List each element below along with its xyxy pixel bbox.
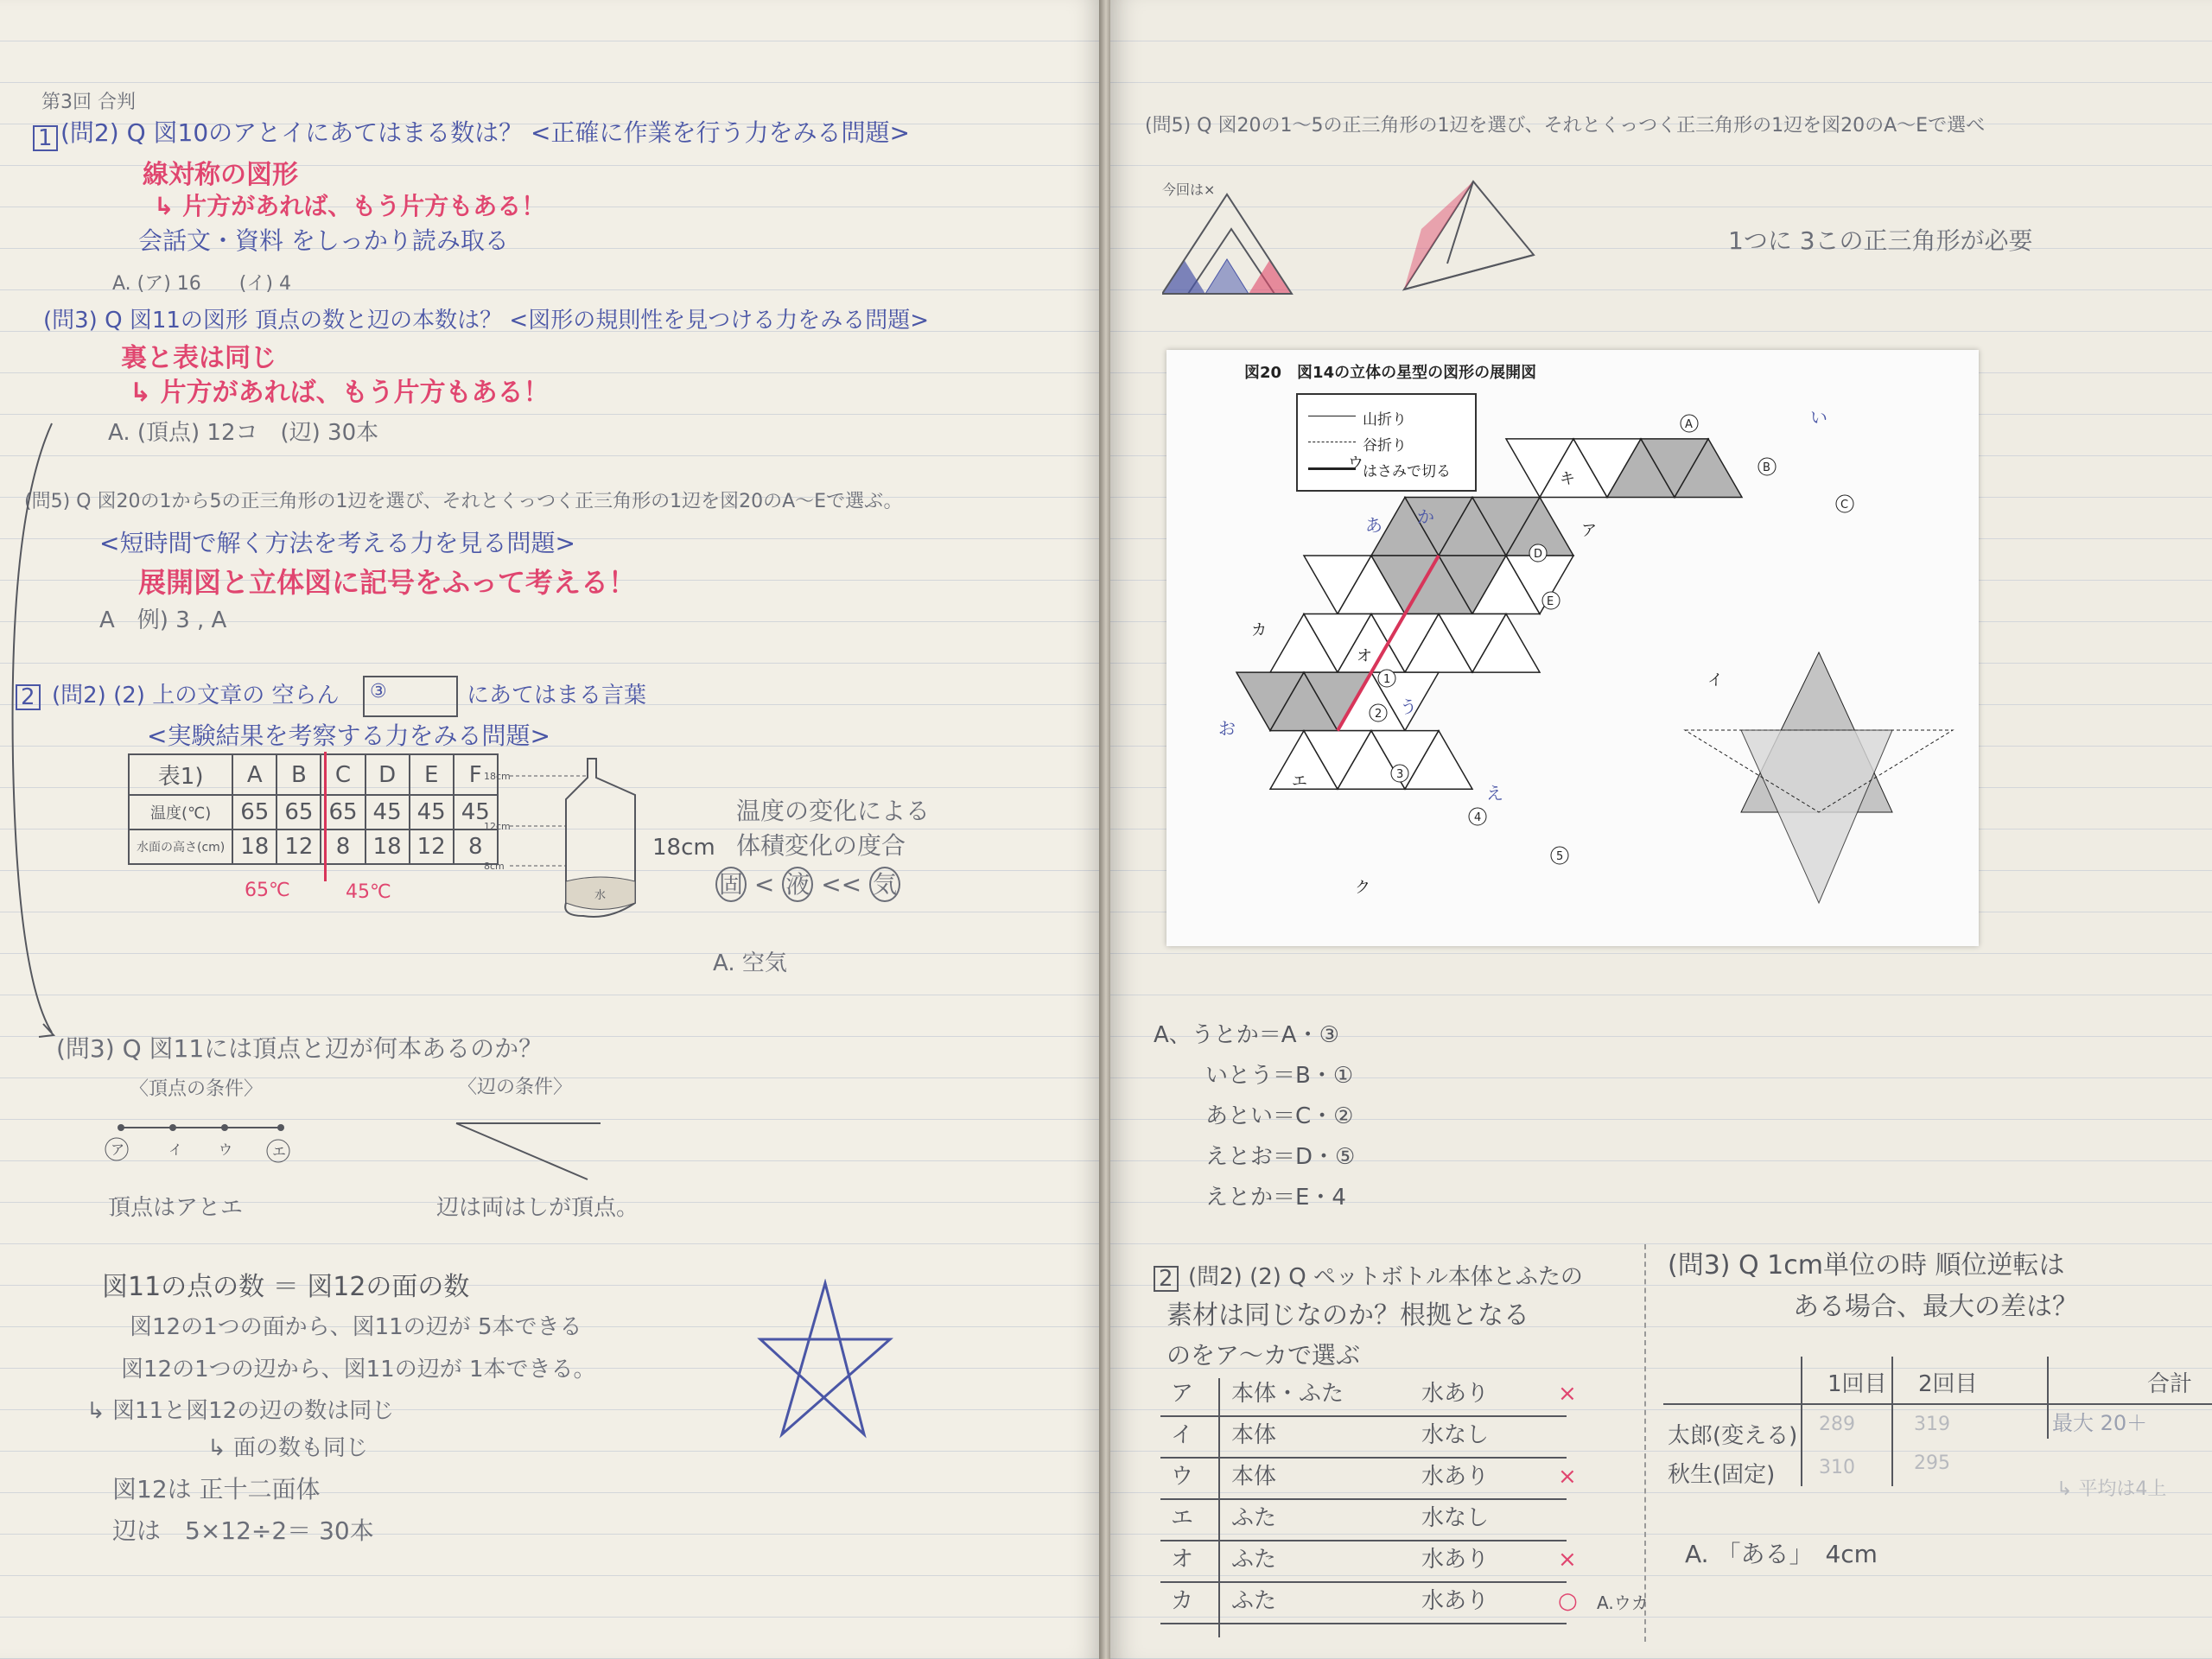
net-label-katakana: ク xyxy=(1355,879,1370,897)
row-cell: 本体 xyxy=(1231,1464,1277,1490)
row-label: カ xyxy=(1171,1588,1194,1614)
note-temperature: 温度の変化による xyxy=(736,797,931,825)
q2-line-2: にあてはまる言葉 xyxy=(467,683,647,709)
svg-text:秋生(固定): 秋生(固定) xyxy=(1668,1462,1776,1488)
net-label-hiragana: い xyxy=(1810,407,1827,428)
table-row-line xyxy=(1160,1581,1567,1583)
tip-read-data: 会話文・資料 をしっかり読み取る xyxy=(138,226,509,255)
net-label-number: 5 xyxy=(1556,850,1564,863)
svg-text:ウ: ウ xyxy=(219,1141,233,1158)
q1-problem3-answer: A. (頂点) 12コ (辺) 30本 xyxy=(108,420,379,446)
bottle-label-18: 18cm xyxy=(484,771,511,782)
water-label: 水 xyxy=(594,889,607,902)
q1-problem5-line: (問5) Q 図20の1から5の正三角形の1辺を選び、それとくっつく正三角形の1辺を図20のA〜Eで選ぶ。 xyxy=(24,491,903,512)
net-label-katakana: ウ xyxy=(1348,454,1363,473)
experiment-table: 表1) A B C D E F 温度(℃) 65 65 65 45 45 45 水面の高さ(cm) 18 12 8 18 12 8 xyxy=(128,753,499,865)
q1-problem5-answer: A 例) 3 , A xyxy=(99,607,227,633)
net-label-hiragana: あ xyxy=(1365,515,1382,536)
figure-title: 図20 図14の立体の星型の図形の展開図 xyxy=(1244,364,1537,382)
net-label-letter: C xyxy=(1840,499,1849,512)
answer-5: えとか＝E・4 xyxy=(1205,1185,1346,1211)
table-row-line xyxy=(1160,1540,1567,1541)
row-cell: 本体・ふた xyxy=(1231,1381,1344,1407)
net-diagram-printout xyxy=(1166,350,1979,946)
sketch-note: 今回は× xyxy=(1162,181,1216,198)
q2-line: (問2) (2) 上の文章の 空らん xyxy=(52,683,340,709)
net-label-number: 4 xyxy=(1474,811,1482,824)
svg-text:295: 295 xyxy=(1914,1452,1950,1474)
arrow-note: 1つに 3この正三角形が必要 xyxy=(1728,226,2033,255)
svg-text:2回目: 2回目 xyxy=(1918,1371,1978,1397)
q22-line1: (問2) (2) Q ペットボトル本体とふたの xyxy=(1188,1264,1583,1290)
table-row-line xyxy=(1160,1623,1567,1624)
star-solid xyxy=(1685,652,1953,903)
row-mark: ○ xyxy=(1558,1588,1578,1614)
row-cell: ふた xyxy=(1231,1588,1277,1614)
row-cell: 水あり xyxy=(1421,1464,1490,1490)
star-drawing xyxy=(752,1279,899,1443)
row-cell: 水あり xyxy=(1421,1381,1490,1407)
explain-2: 図12の1つの辺から、図11の辺が 1本できる。 xyxy=(121,1357,596,1382)
net-label-letter: A xyxy=(1685,418,1693,431)
net-label-hiragana: お xyxy=(1218,718,1236,739)
net-label-letter: D xyxy=(1534,548,1543,561)
svg-text:1回目: 1回目 xyxy=(1827,1371,1887,1397)
explain-5: 図12は 正十二面体 xyxy=(112,1475,321,1503)
bottle-label-8: 8cm xyxy=(484,861,505,872)
svg-text:319: 319 xyxy=(1914,1414,1950,1435)
answer-1: A、うとか＝A・③ xyxy=(1154,1022,1339,1048)
row-cell: 水あり xyxy=(1421,1547,1490,1573)
tip-one-side-2: ↳ 片方があれば、もう片方もある！ xyxy=(130,378,550,408)
svg-text:最大 20＋: 最大 20＋ xyxy=(2052,1411,2148,1435)
section-number-2: 2 xyxy=(16,684,41,710)
q22-answer: A.ウカ xyxy=(1597,1592,1649,1613)
explain-6: 辺は 5×12÷2＝ 30本 xyxy=(112,1516,374,1545)
row-mark: × xyxy=(1558,1547,1577,1573)
row-cell: 水あり xyxy=(1421,1588,1490,1614)
explain-3: ↳ 図11と図12の辺の数は同じ xyxy=(86,1398,395,1424)
answer-3: あとい＝C・② xyxy=(1205,1103,1354,1129)
tip-front-back: 裏と表は同じ xyxy=(121,343,276,373)
net-label-letter: E xyxy=(1547,595,1554,608)
height-label: 18cm xyxy=(652,835,715,861)
row-cell: 水なし xyxy=(1421,1422,1490,1448)
row-cell: ふた xyxy=(1231,1547,1277,1573)
tip-one-side: ↳ 片方があれば、もう片方もある！ xyxy=(154,192,546,220)
state-comparison: 固 < 液 << 気 xyxy=(715,873,900,897)
q22-line2: 素材は同じなのか？根拠となる xyxy=(1166,1300,1529,1331)
row-label: ア xyxy=(1171,1381,1194,1407)
section-number-2-right: 2 xyxy=(1154,1266,1179,1292)
explain-1: 図12の1つの面から、図11の辺が 5本できる xyxy=(130,1314,582,1340)
net-label-katakana: オ xyxy=(1357,647,1372,665)
answer-4: えとお＝D・⑤ xyxy=(1205,1144,1356,1170)
explain-4: ↳ 面の数も同じ xyxy=(207,1435,369,1461)
row-label: オ xyxy=(1171,1547,1194,1573)
svg-text:↳ 平均は4上: ↳ 平均は4上 xyxy=(2056,1478,2167,1500)
column-divider xyxy=(1644,1244,1646,1642)
triangle-sketches xyxy=(1162,160,1560,307)
temp-label-45: 45℃ xyxy=(346,881,391,903)
bottle-diagram xyxy=(484,752,665,925)
edge-text: 辺は両はしが頂点。 xyxy=(436,1195,639,1221)
net-label-hiragana: え xyxy=(1486,783,1503,804)
q1-problem5-sub: <短時間で解く方法を考える力を見る問題> xyxy=(99,529,575,557)
q23-line1: (問3) Q 1cm単位の時 順位逆転は xyxy=(1668,1250,2065,1281)
left-notebook-page xyxy=(0,0,1102,1659)
bottle-label-12: 12cm xyxy=(484,821,511,832)
q2-sub: <実験結果を考察する力をみる問題> xyxy=(147,721,550,750)
edge-condition: 〈辺の条件〉 xyxy=(458,1077,573,1098)
net-label-number: 3 xyxy=(1396,768,1404,781)
svg-text:ア: ア xyxy=(111,1141,125,1158)
row-cell: 水なし xyxy=(1421,1505,1490,1531)
svg-text:289: 289 xyxy=(1819,1414,1855,1435)
svg-text:合計: 合計 xyxy=(2147,1371,2193,1397)
q1-problem3-line: (問3) Q 図11の図形 頂点の数と辺の本数は？ <図形の規則性を見つける力をみる問題> xyxy=(43,308,930,334)
net-svg xyxy=(1166,350,1979,946)
divider-line xyxy=(324,752,327,881)
equation: 図11の点の数 ＝ 図12の面の数 xyxy=(102,1272,470,1302)
net-label-number: 2 xyxy=(1375,708,1382,721)
row-label: ウ xyxy=(1171,1464,1194,1490)
q23-answer: A. 「ある」 4cm xyxy=(1685,1540,1878,1568)
row-label: エ xyxy=(1171,1505,1194,1531)
q22-line3: のをア〜カで選ぶ xyxy=(1166,1341,1361,1370)
q2-answer: A. 空気 xyxy=(713,950,787,976)
point-line-diagram xyxy=(104,1106,605,1192)
table-row-line xyxy=(1160,1415,1567,1417)
section-number-1: 1 xyxy=(33,125,58,151)
figure-legend: 山折り 谷折り はさみで切る xyxy=(1296,393,1477,492)
net-label-katakana: エ xyxy=(1292,772,1307,791)
table-row-line xyxy=(1160,1498,1567,1500)
vertex-condition: 〈頂点の条件〉 xyxy=(130,1078,264,1100)
row-label: イ xyxy=(1171,1422,1194,1448)
q5-line: (問5) Q 図20の1〜5の正三角形の1辺を選び、それとくっつく正三角形の1辺を図20のA〜Eで選べ xyxy=(1145,115,1986,137)
net-label-katakana: ア xyxy=(1581,522,1597,540)
tip-draw-symbols: 展開図と立体図に記号をふって考える！ xyxy=(138,566,637,599)
svg-text:310: 310 xyxy=(1819,1457,1855,1478)
answer-2: いとう＝B・① xyxy=(1205,1063,1354,1089)
q3-line: (問3) Q 図11には頂点と辺が何本あるのか？ xyxy=(56,1034,543,1063)
net-label-hiragana: う xyxy=(1400,696,1417,717)
table-row-line xyxy=(1160,1457,1567,1459)
net-label-katakana: カ xyxy=(1251,621,1267,639)
q23-line2: ある場合、最大の差は？ xyxy=(1793,1292,2078,1322)
row-mark: × xyxy=(1558,1464,1577,1490)
row-cell: 本体 xyxy=(1231,1422,1277,1448)
note-volume: 体積変化の度合 xyxy=(736,831,906,860)
table-column-line xyxy=(1218,1378,1220,1637)
row-mark: × xyxy=(1558,1381,1577,1407)
tip-line-symmetry: 線対称の図形 xyxy=(143,160,298,190)
connector-arrow xyxy=(0,415,69,1054)
page-header: 第3回 合判 xyxy=(41,92,136,113)
svg-text:エ: エ xyxy=(272,1143,287,1160)
svg-text:イ: イ xyxy=(168,1141,183,1158)
net-label-hiragana: か xyxy=(1417,506,1434,527)
svg-text:太郎(変える): 太郎(変える) xyxy=(1668,1423,1798,1449)
net-label-number: 1 xyxy=(1383,673,1391,686)
row-cell: ふた xyxy=(1231,1505,1277,1531)
net-label-letter: B xyxy=(1763,461,1770,474)
q1-problem2-line: (問2) Q 図10のアとイにあてはまる数は？ <正確に作業を行う力をみる問題> xyxy=(60,118,910,147)
net-label-katakana: キ xyxy=(1560,470,1575,488)
q1-answer: A. (ア) 16 (イ) 4 xyxy=(112,273,291,295)
net-label-katakana: イ xyxy=(1707,671,1723,690)
blank-box: ③ xyxy=(363,676,458,717)
vertex-text: 頂点はアとエ xyxy=(108,1195,244,1221)
temp-label-65: 65℃ xyxy=(245,880,290,901)
score-table xyxy=(1663,1357,2212,1503)
